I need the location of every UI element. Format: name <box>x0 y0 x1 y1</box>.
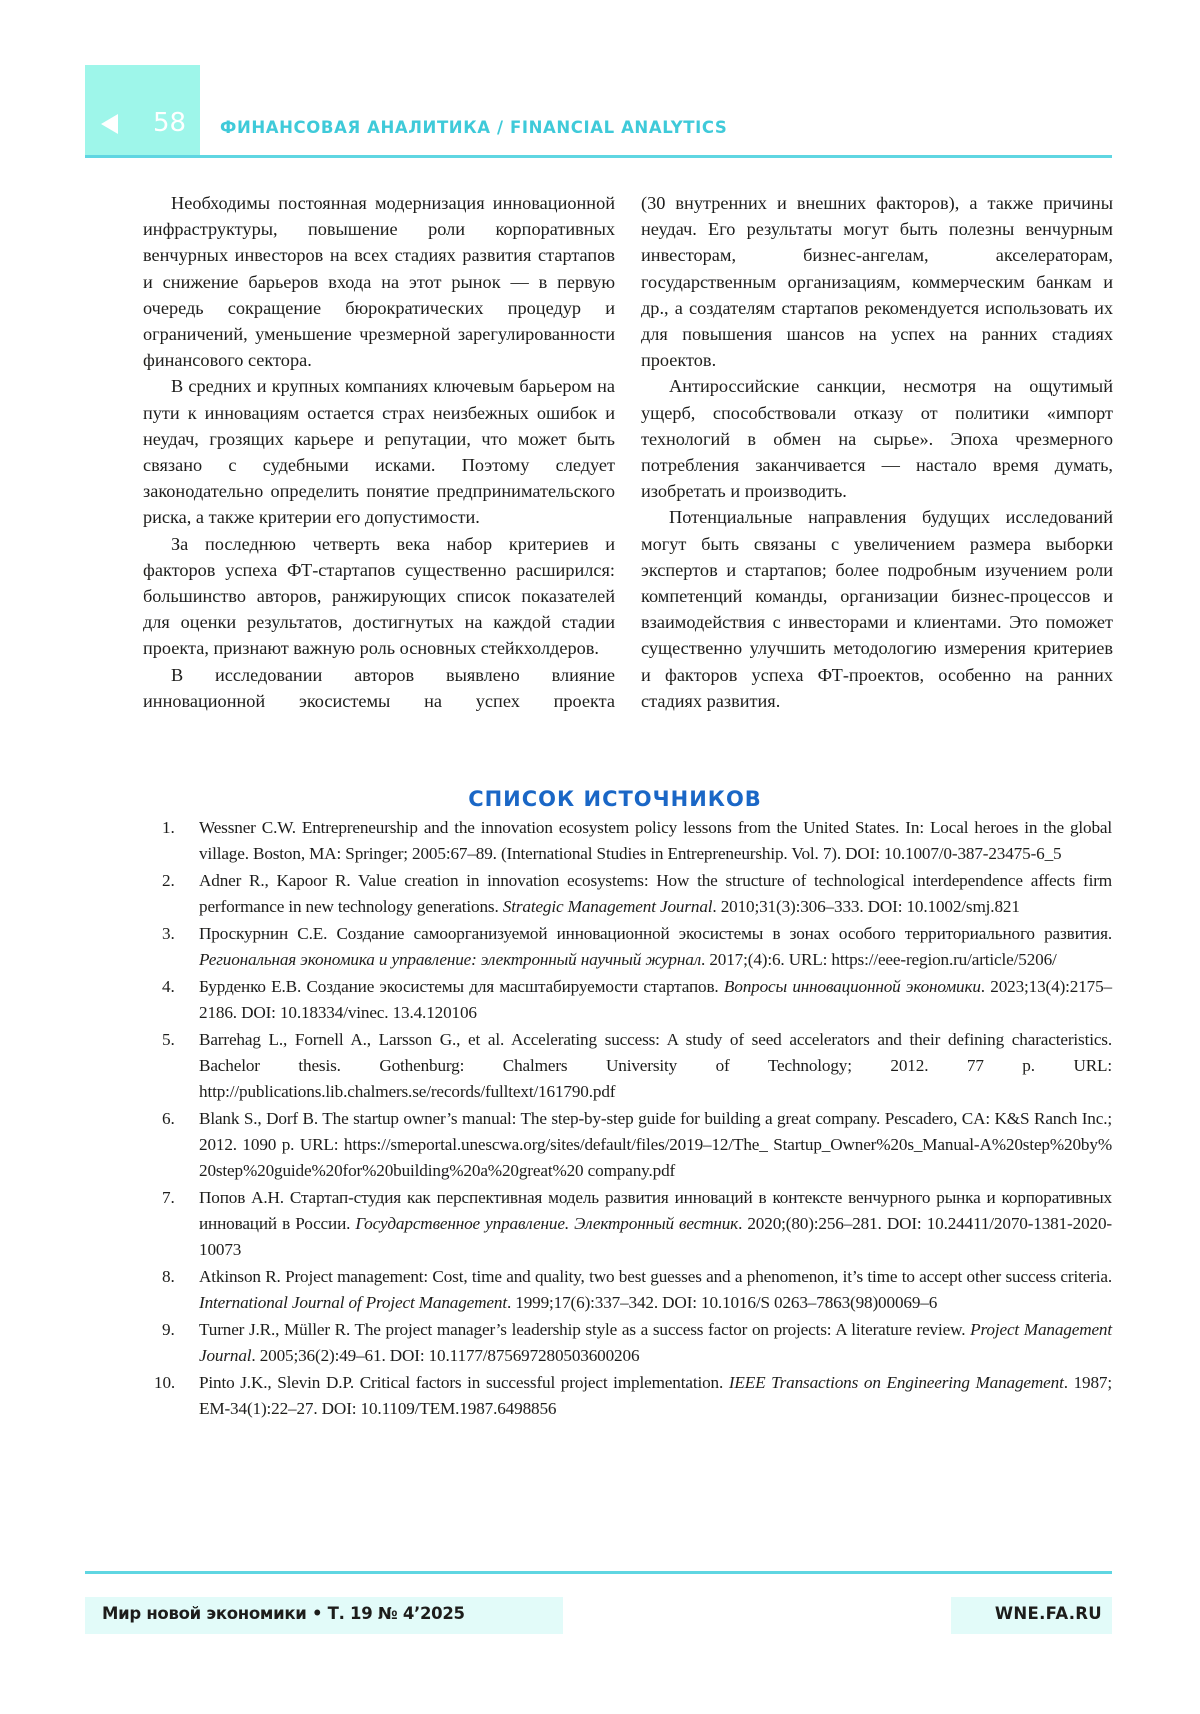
reference-item <box>158 1264 1112 1316</box>
reference-journal: Project Management Journal <box>199 1320 1113 1365</box>
header-divider <box>85 155 1112 158</box>
paragraph: Необходимы постоянная модернизация инновационной инфраструктуры, повышение роли корпоративных венчурных инвесторов на всех стадиях развития стартапов и снижение барьеров входа на этот рынок — в первую очередь сокращение бюрократических процедур и ограничений, уменьшение чрезмерной зарегулированности финансового сектора. <box>143 193 615 371</box>
reference-details: . 2017;(4):6. URL: https://eee-region.ru/article/5206/ <box>701 950 1057 969</box>
right-column <box>641 190 1113 714</box>
reference-details: . 2010;31(3):306–333. DOI: 10.1002/smj.821 <box>712 897 1020 916</box>
reference-journal: Вопросы инновационной экономики <box>723 977 981 996</box>
footer-website-box <box>951 1597 1112 1634</box>
reference-details: . 2023;13(4):2175–2186. DOI: 10.18334/vinec. 13.4.120106 <box>199 977 1112 1022</box>
reference-text: Pinto J.K., Slevin D.P. Critical factors in successful project implementation. <box>199 1373 729 1392</box>
reference-text: Бурденко Е.В. Создание экосистемы для масштабируемости стартапов. <box>199 977 724 996</box>
section-title: ФИНАНСОВАЯ АНАЛИТИКА / FINANCIAL ANALYTICS <box>220 118 728 137</box>
triangle-left-icon <box>101 114 118 134</box>
paragraph: В средних и крупных компаниях ключевым барьером на пути к инновациям остается страх неизбежных ошибок и неудач, грозящих карьере и репутации, что может быть связано с судебными исками. Поэтому следует законодательно определить понятие предпринимательского риска, а также критерии его допустимости. <box>143 376 615 528</box>
reference-journal: Региональная экономика и управление: электронный научный журнал <box>199 950 702 969</box>
reference-text: Adner R., Kapoor R. Value creation in innovation ecosystems: How the structure of technological interdependence affects firm performance in new technology generations. <box>199 871 1112 916</box>
paragraph: Потенциальные направления будущих исследований могут быть связаны с увеличением размера выборки экспертов и стартапов; более подробным изучением роли компетенций команды, организации бизнес-процессов и взаимодействия с инвесторами и клиентами. Это поможет существенно улучшить методологию измерения критериев и факторов успеха ФТ-проектов, особенно на ранних стадиях развития. <box>641 507 1113 711</box>
reference-text: Blank S., Dorf B. The startup owner’s manual: The step-by-step guide for building a great company. Pescadero, CA: K&S Ranch Inc.; 2012. 1090 p. URL: https://smeportal.unescwa.org/sites/default/files/2019–12/The_ Startup_Owner%20s_Manual-A%20step%20by%20step%20guide%20for%20building%20a%20great%20 company.pdf <box>199 1109 1112 1180</box>
reference-item <box>158 815 1112 867</box>
reference-item <box>158 921 1112 973</box>
reference-journal: IEEE Transactions on Engineering Management <box>728 1373 1064 1392</box>
reference-journal: Strategic Management Journal <box>502 897 713 916</box>
reference-number: 7. <box>162 1188 175 1207</box>
references-list <box>154 815 1113 1423</box>
reference-text: Проскурнин С.Е. Создание самоорганизуемой инновационной экосистемы в зонах особого территориального развития. <box>199 924 1112 943</box>
reference-text: Wessner C.W. Entrepreneurship and the innovation ecosystem policy lessons from the United States. In: Local heroes in the global village. Boston, MA: Springer; 2005:67–89. (International Studies in Entrepreneurship. Vol. 7). DOI: 10.1007/0-387-23475-6_5 <box>199 818 1112 863</box>
reference-item <box>158 868 1112 920</box>
paragraph: В исследовании авторов выявлено влияние инновационной экосистемы на успех проекта <box>143 664 615 711</box>
reference-details: . 1999;17(6):337–342. DOI: 10.1016/S 0263–7863(98)00069–6 <box>506 1293 938 1312</box>
reference-number: 4. <box>162 977 175 996</box>
reference-item <box>158 1106 1112 1184</box>
footer-journal-box <box>85 1597 563 1634</box>
reference-details: . 2005;36(2):49–61. DOI: 10.1177/875697280503600206 <box>251 1346 640 1365</box>
reference-text: Barrehag L., Fornell A., Larsson G., et al. Accelerating success: A study of seed accelerators and their defining characteristics. Bachelor thesis. Gothenburg: Chalmers University of Technology; 2012. 77 p. URL: http://publications.lib.chalmers.se/records/fulltext/161790.pdf <box>199 1030 1112 1101</box>
reference-number: 6. <box>162 1109 175 1128</box>
reference-details: . 2020;(80):256–281. DOI: 10.24411/2070-1381-2020-10073 <box>199 1214 1112 1259</box>
left-column <box>143 190 615 714</box>
reference-text: Turner J.R., Müller R. The project manager’s leadership style as a success factor on projects: A literature review. <box>199 1320 971 1339</box>
reference-item <box>158 974 1112 1026</box>
reference-text: Atkinson R. Project management: Cost, time and quality, two best guesses and a phenomenon, it’s time to accept other success criteria. <box>199 1267 1112 1286</box>
website-link[interactable]: WNE.FA.RU <box>994 1604 1102 1623</box>
reference-number: 3. <box>162 924 175 943</box>
references-heading: СПИСОК ИСТОЧНИКОВ <box>468 787 762 811</box>
reference-item <box>154 1370 1112 1422</box>
paragraph: (30 внутренних и внешних факторов), а также причины неудач. Его результаты могут быть полезны венчурным инвесторам, бизнес-ангелам, акселераторам, государственным организациям, коммерческим банкам и др., а создателям стартапов рекомендуется использовать их для повышения шансов на успех на ранних стадиях проектов. <box>641 193 1113 371</box>
reference-number: 10. <box>154 1373 176 1392</box>
journal-info: Мир новой экономики • Т. 19 № 4’2025 <box>102 1604 465 1623</box>
reference-item <box>158 1027 1112 1105</box>
reference-number: 5. <box>162 1030 175 1049</box>
paragraph: Антироссийские санкции, несмотря на ощутимый ущерб, способствовали отказу от политики «импорт технологий в обмен на сырье». Эпоха чрезмерного потребления заканчивается — настало время думать, изобретать и производить. <box>641 376 1113 502</box>
reference-journal: International Journal of Project Management <box>199 1293 507 1312</box>
reference-text: Попов А.Н. Стартап-студия как перспективная модель развития инноваций в контексте венчурного рынка и корпоративных инноваций в России. <box>199 1188 1112 1233</box>
reference-number: 1. <box>162 818 175 837</box>
reference-item <box>158 1185 1112 1263</box>
reference-number: 8. <box>162 1267 175 1286</box>
reference-details: . 1987; EM-34(1):22–27. DOI: 10.1109/TEM.1987.6498856 <box>199 1373 1112 1418</box>
page-number: 58 <box>153 108 187 138</box>
reference-number: 2. <box>162 871 175 890</box>
reference-number: 9. <box>162 1320 175 1339</box>
reference-journal: Государственное управление. Электронный вестник <box>355 1214 739 1233</box>
reference-item <box>158 1317 1112 1369</box>
footer-divider <box>85 1571 1112 1574</box>
paragraph: За последнюю четверть века набор критериев и факторов успеха ФТ-стартапов существенно расширился: большинство авторов, ранжирующих список показателей для оценки результатов, достигнутых на каждой стадии проекта, признают важную роль основных стейкхолдеров. <box>143 533 615 659</box>
